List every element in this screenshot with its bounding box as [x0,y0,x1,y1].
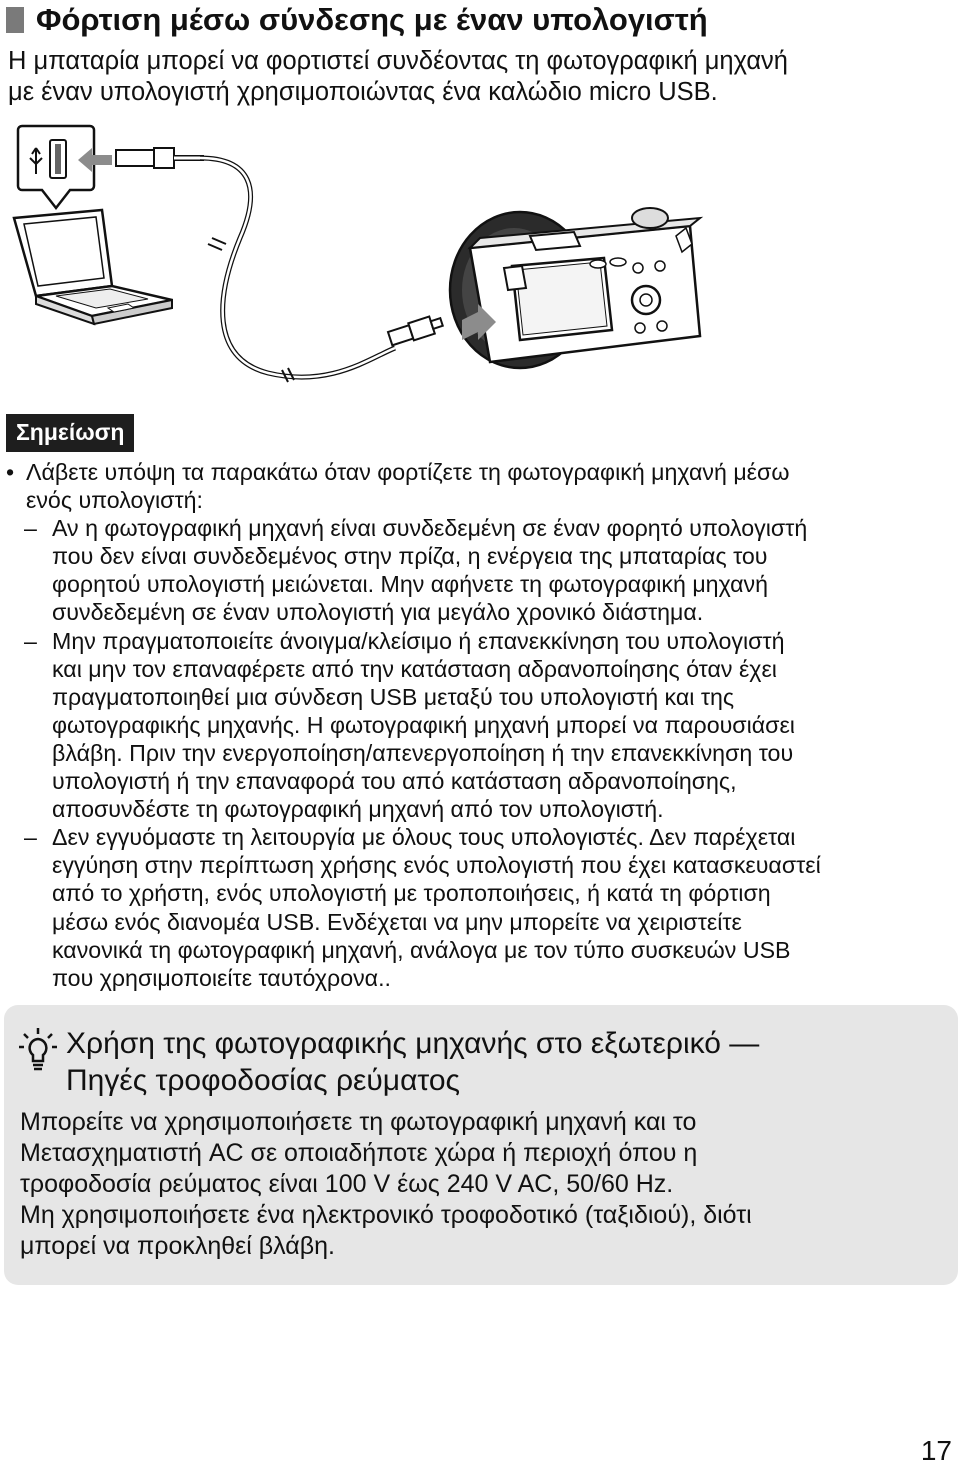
note-line: υπολογιστή ή την επαναφορά του από κατάσταση αδρανοποίησης, [52,768,737,795]
note-line: Δεν εγγυόμαστε τη λειτουργία με όλους τους υπολογιστές. Δεν παρέχεται [52,824,796,851]
note-line: εγγύηση στην περίπτωση χρήσης ενός υπολογιστή που έχει κατασκευαστεί [52,852,821,879]
note-line: βλάβη. Πριν την ενεργοποίηση/απενεργοποίηση ή την επανεκκίνηση του [52,739,794,766]
dash-mark: – [24,627,37,654]
hint-box [4,1005,958,1285]
usb-plug-icon [116,148,204,168]
note-bullet [6,458,956,514]
intro-paragraph [8,46,953,108]
hint-line: τροφοδοσία ρεύματος είναι 100 V έως 240 V AC, 50/60 Hz. [20,1170,674,1198]
hint-title-line: Πηγές τροφοδοσίας ρεύματος [66,1064,460,1097]
note-line: φωτογραφικής μηχανής. Η φωτογραφική μηχανή μπορεί να παρουσιάσει [52,711,795,738]
laptop-icon [14,210,172,324]
note-item [6,627,956,824]
usb-connection-illustration [0,118,960,418]
hint-title-line: Χρήση της φωτογραφικής μηχανής στο εξωτερικό — [66,1027,760,1060]
section-header [6,2,708,38]
note-item [6,823,956,992]
section-title: Φόρτιση μέσω σύνδεσης με έναν υπολογιστή [36,2,708,37]
hint-line: Μετασχηματιστή AC σε οποιαδήποτε χώρα ή περιοχή όπου η [20,1139,698,1167]
intro-line: με έναν υπολογιστή χρησιμοποιώντας ένα καλώδιο micro USB. [8,78,718,106]
note-line: μέσω ενός διανομέα USB. Ενδέχεται να μην μπορείτε να χειριστείτε [52,908,742,935]
note-item [6,514,956,626]
note-line: ενός υπολογιστή: [26,487,203,514]
note-line: Λάβετε υπόψη τα παρακάτω όταν φορτίζετε τη φωτογραφική μηχανή μέσω [26,459,790,485]
camera-icon [450,208,700,368]
note-line: συνδεδεμένη σε έναν υπολογιστή για μεγάλο χρονικό διάστημα. [52,599,704,626]
note-line: που δεν είναι συνδεδεμένος στην πρίζα, η ενέργεια της μπαταρίας του [52,543,768,570]
dash-mark: – [24,515,37,542]
bullet-mark: • [6,459,15,485]
intro-line: Η μπαταρία μπορεί να φορτιστεί συνδέοντας τη φωτογραφική μηχανή [8,47,788,75]
note-line: Αν η φωτογραφική μηχανή είναι συνδεδεμένη σε έναν φορητό υπολογιστή [52,515,808,542]
hint-line: Μη χρησιμοποιήσετε ένα ηλεκτρονικό τροφοδοτικό (ταξιδιού), διότι [20,1201,752,1229]
note-line: κανονικά τη φωτογραφική μηχανή, ανάλογα με τον τύπο συσκευών USB [52,936,791,963]
hint-line: Μπορείτε να χρησιμοποιήσετε τη φωτογραφική μηχανή και το [20,1108,697,1136]
note-body [6,458,956,992]
note-line: από το χρήστη, ενός υπολογιστή με τροποποιήσεις, ή κατά τη φόρτιση [52,880,771,907]
note-badge: Σημείωση [6,414,134,452]
note-line: Μην πραγματοποιείτε άνοιγμα/κλείσιμο ή επανεκκίνηση του υπολογιστή [52,627,785,654]
note-line: και μην τον επαναφέρετε από την κατάσταση αδρανοποίησης όταν έχει [52,655,777,682]
note-line: που χρησιμοποιείτε ταυτόχρονα.. [52,964,391,991]
note-line: φορητού υπολογιστή μειώνεται. Μην αφήνετε τη φωτογραφική μηχανή [52,571,769,598]
hint-line: μπορεί να προκληθεί βλάβη. [20,1232,335,1260]
hint-title [66,1025,759,1099]
usb-symbol-icon [18,126,94,208]
note-line: πραγματοποιηθεί μια σύνδεση USB μεταξύ του υπολογιστή και της [52,683,735,710]
section-marker [6,7,24,33]
hint-body [20,1107,752,1262]
dash-mark: – [24,824,37,851]
lightbulb-icon [18,1027,58,1073]
page-number: 17 [920,1435,952,1466]
note-line: αποσυνδέστε τη φωτογραφική μηχανή από τον υπολογιστή. [52,796,664,823]
